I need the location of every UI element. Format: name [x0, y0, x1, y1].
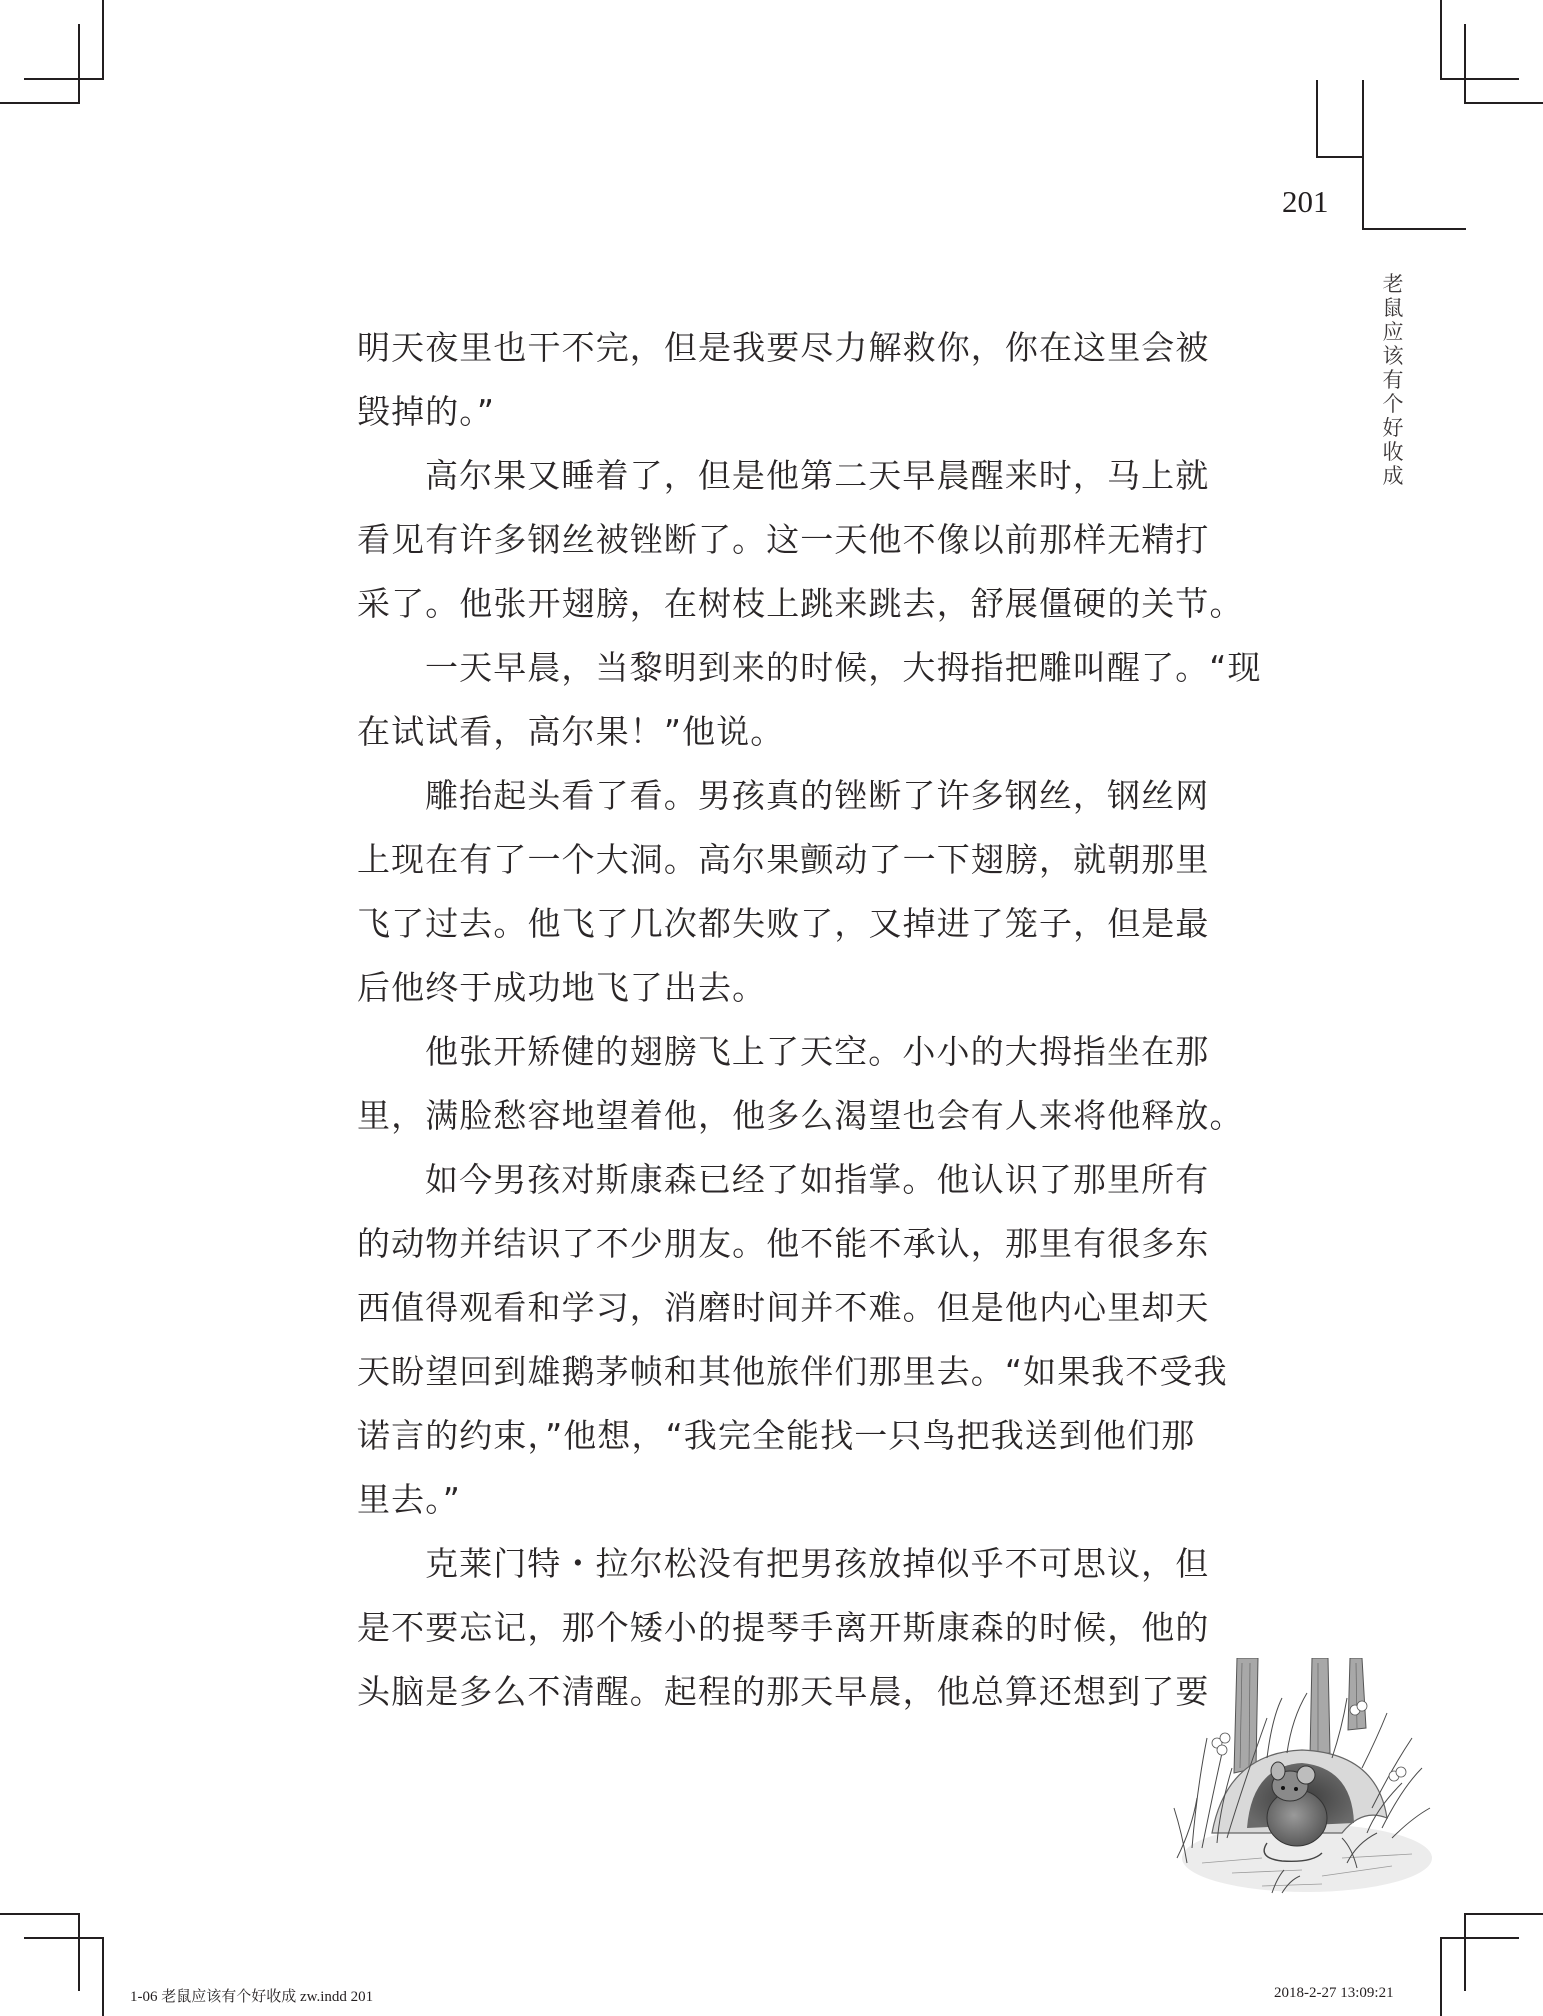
- body-text-line: 西值得观看和学习，消磨时间并不难。但是他内心里却天: [357, 1288, 1210, 1327]
- body-text-line: 里，满脸愁容地望着他，他多么渴望也会有人来将他释放。: [357, 1096, 1244, 1135]
- body-text-line: 看见有许多钢丝被锉断了。这一天他不像以前那样无精打: [357, 520, 1210, 559]
- body-text-line: 克莱门特・拉尔松没有把男孩放掉似乎不可思议，但: [425, 1544, 1210, 1583]
- body-text-line: 在试试看，高尔果！”他说。: [357, 712, 785, 751]
- running-title: 老鼠应该有个好收成: [1382, 272, 1404, 488]
- body-text-line: 里去。”: [357, 1480, 461, 1519]
- body-text-line: 一天早晨，当黎明到来的时候，大拇指把雕叫醒了。“现: [425, 648, 1262, 687]
- page-number: 201: [1282, 184, 1329, 219]
- body-text-line: 诺言的约束，”他想，“我完全能找一只鸟把我送到他们那: [357, 1416, 1196, 1455]
- body-text-line: 是不要忘记，那个矮小的提琴手离开斯康森的时候，他的: [357, 1608, 1210, 1647]
- body-text-line: 后他终于成功地飞了出去。: [357, 968, 767, 1007]
- footer-timestamp: 2018-2-27 13:09:21: [1274, 1985, 1394, 2001]
- body-text-line: 毁掉的。”: [357, 392, 496, 431]
- mouse-illustration: [1172, 1658, 1434, 1906]
- mouse-burrow-sketch-icon: [1172, 1658, 1434, 1906]
- body-text-line: 上现在有了一个大洞。高尔果颤动了一下翅膀，就朝那里: [357, 840, 1210, 879]
- footer-file-slug: 1-06 老鼠应该有个好收成 zw.indd 201: [130, 1989, 374, 2005]
- body-text-line: 天盼望回到雄鹅茅帧和其他旅伴们那里去。“如果我不受我: [357, 1352, 1228, 1391]
- body-text-line: 飞了过去。他飞了几次都失败了，又掉进了笼子，但是最: [357, 904, 1210, 943]
- body-text-line: 明天夜里也干不完，但是我要尽力解救你，你在这里会被: [357, 328, 1210, 367]
- body-text-line: 如今男孩对斯康森已经了如指掌。他认识了那里所有: [425, 1160, 1210, 1199]
- body-text-line: 雕抬起头看了看。男孩真的锉断了许多钢丝，钢丝网: [425, 776, 1210, 815]
- body-text-line: 采了。他张开翅膀，在树枝上跳来跳去，舒展僵硬的关节。: [357, 584, 1244, 623]
- body-text-line: 他张开矫健的翅膀飞上了天空。小小的大拇指坐在那: [425, 1032, 1210, 1071]
- body-text-line: 高尔果又睡着了，但是他第二天早晨醒来时，马上就: [425, 456, 1210, 495]
- body-text-line: 头脑是多么不清醒。起程的那天早晨，他总算还想到了要: [357, 1672, 1210, 1711]
- body-text-line: 的动物并结识了不少朋友。他不能不承认，那里有很多东: [357, 1224, 1210, 1263]
